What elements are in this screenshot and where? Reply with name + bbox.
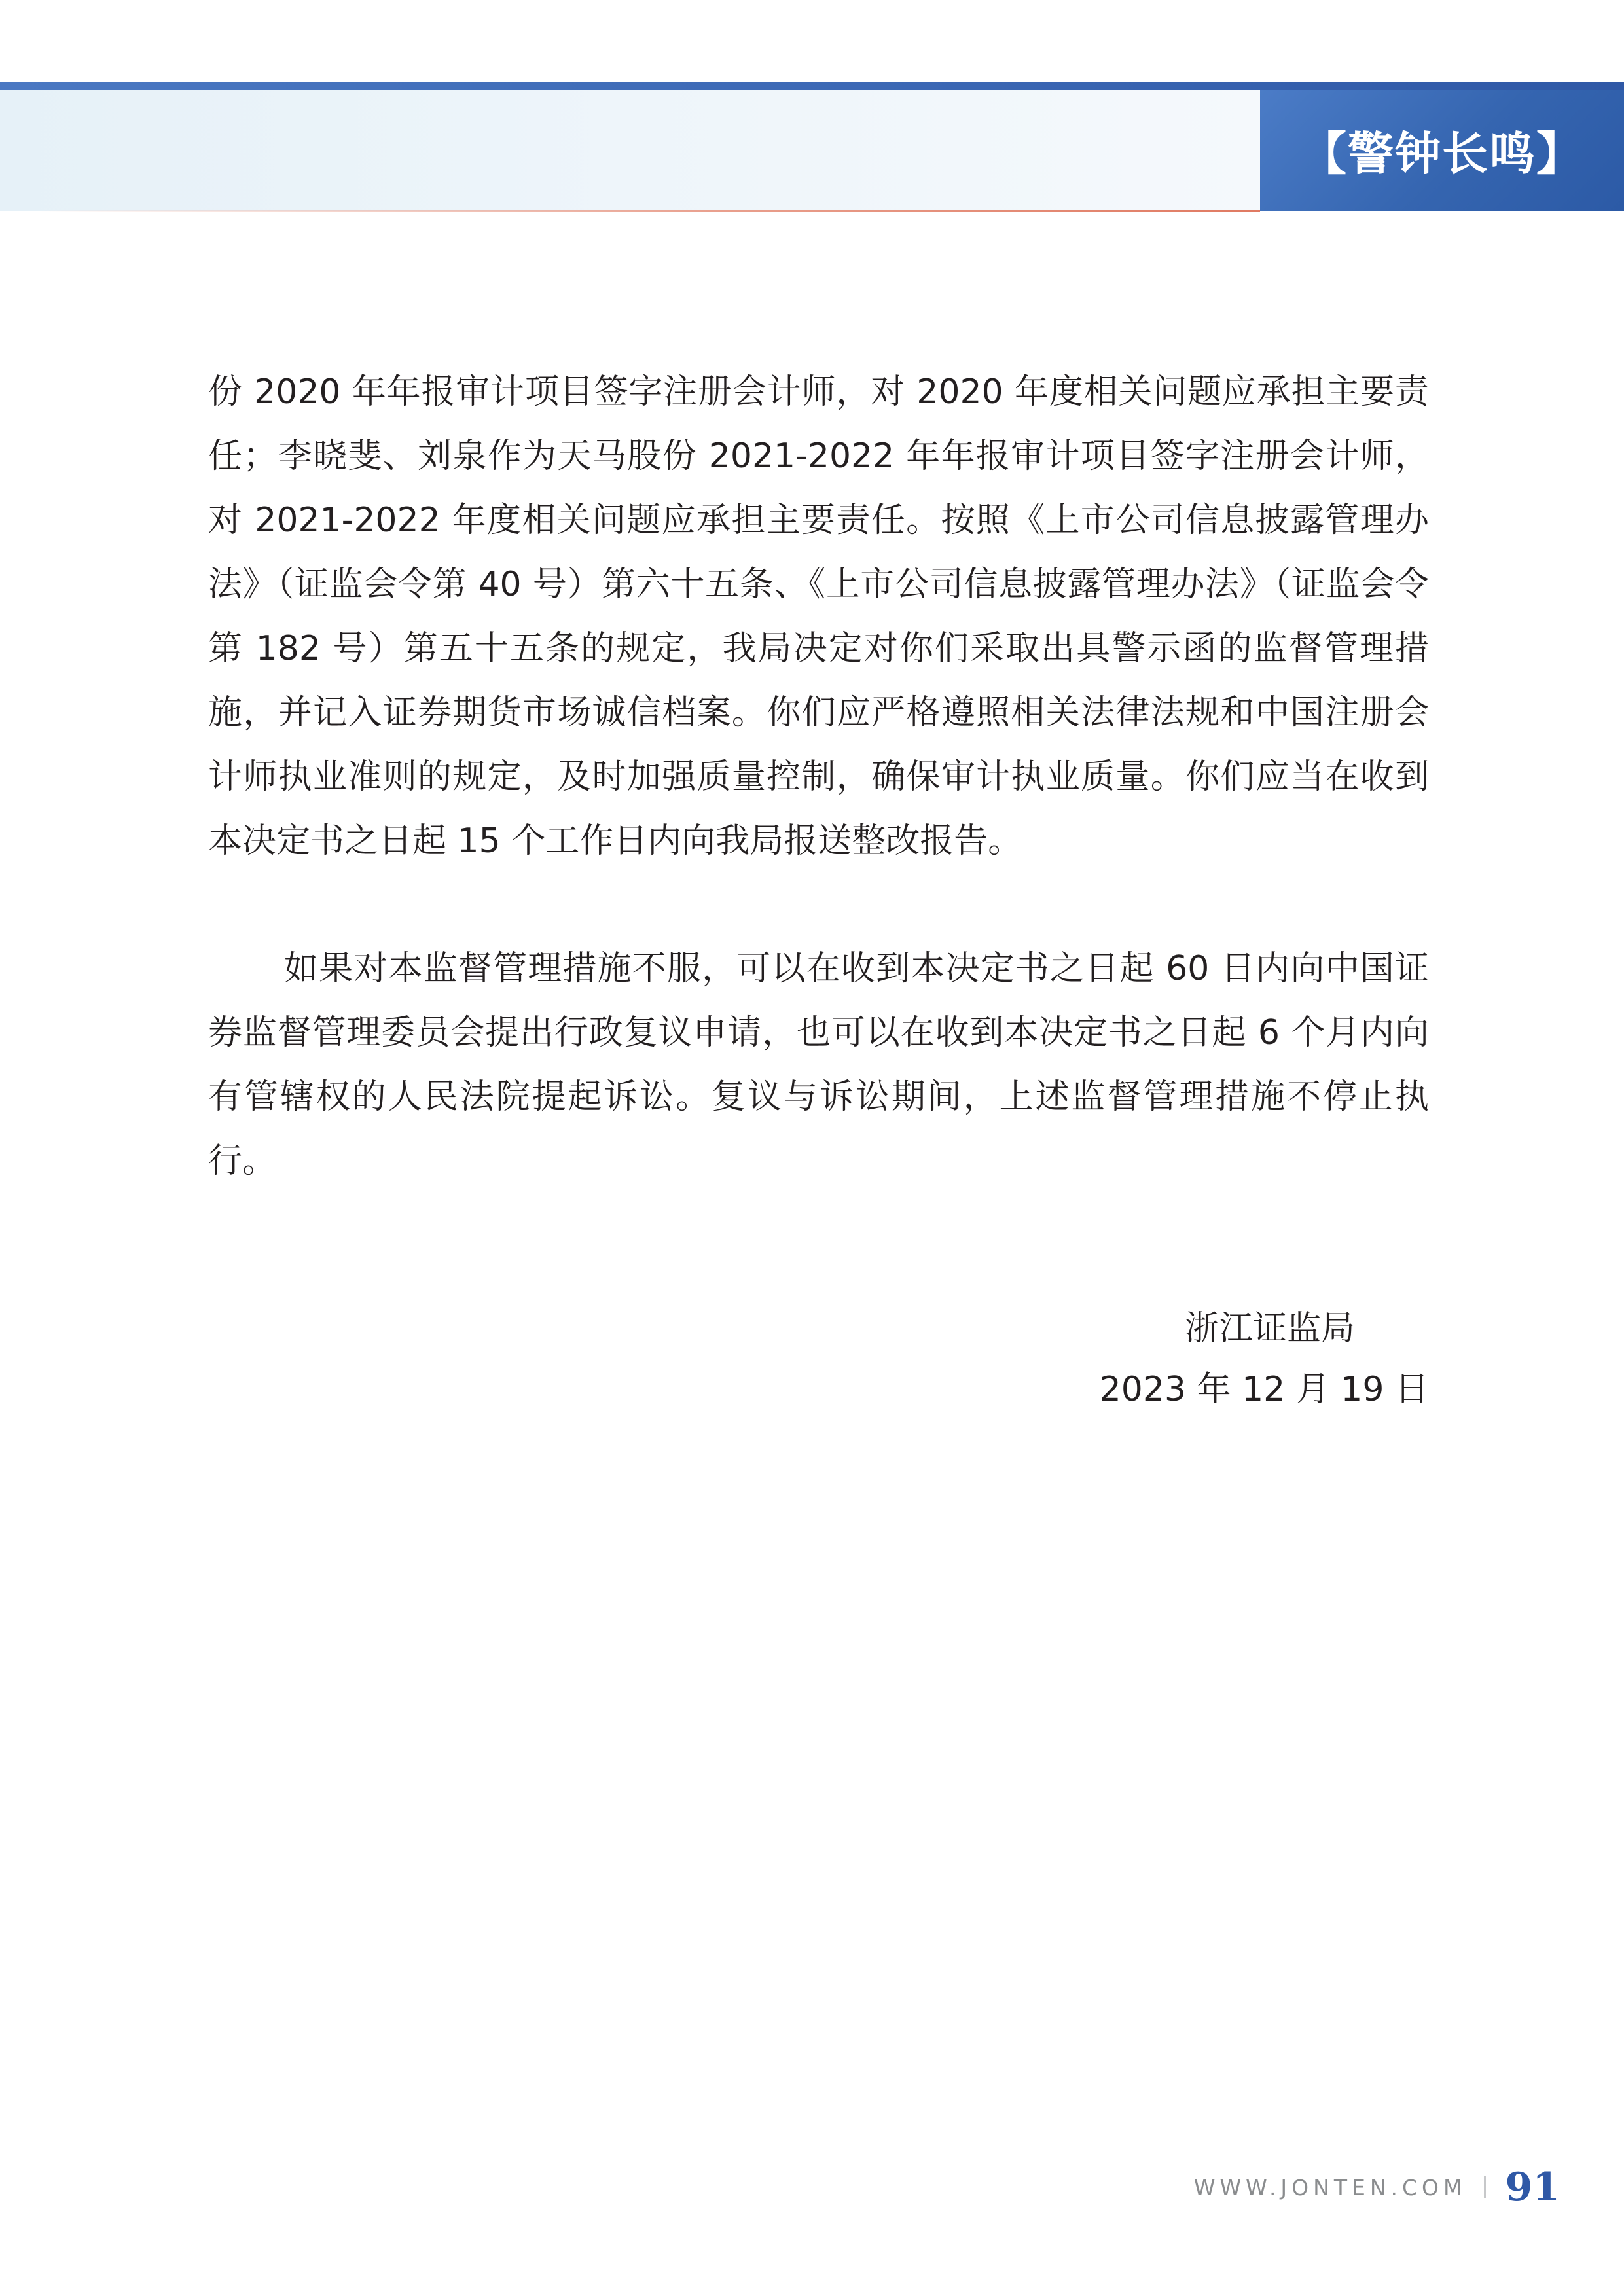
- issue-date: 2023 年 12 月 19 日: [1099, 1370, 1429, 1409]
- header-divider-line: [39, 210, 1260, 212]
- document-body: [208, 360, 1429, 1193]
- header-band: [0, 90, 1260, 211]
- page-header: [0, 0, 1624, 216]
- paragraph-decision: 份 2020 年年报审计项目签字注册会计师，对 2020 年度相关问题应承担主要责任；李晓斐、刘泉作为天马股份 2021-2022 年年报审计项目签字注册会计师，对 2021-2022 年度相关问题应承担主要责任。按照《上市公司信息披露管理办法》（证监会令第 40 号）第六十五条、《上市公司信息披露管理办法》（证监会令第 182 号）第五十五条的规定，我局决定对你们采取出具警示函的监督管理措施，并记入证券期货市场诚信档案。你们应严格遵照相关法律法规和中国注册会计师执业准则的规定，及时加强质量控制，确保审计执业质量。你们应当在收到本决定书之日起 15 个工作日内向我局报送整改报告。: [208, 372, 1429, 861]
- footer-website: WWW.JONTEN.COM: [1193, 2174, 1467, 2200]
- issuing-organization: 浙江证监局: [1185, 1309, 1356, 1348]
- paragraph-appeal: 如果对本监督管理措施不服，可以在收到本决定书之日起 60 日内向中国证券监督管理委员会提出行政复议申请，也可以在收到本决定书之日起 6 个月内向有管辖权的人民法院提起诉讼。复议与诉讼期间，上述监督管理措施不停止执行。: [208, 949, 1429, 1181]
- footer-separator: [1484, 2176, 1486, 2198]
- page-number: 91: [1505, 2164, 1560, 2210]
- page-footer: [1194, 2161, 1560, 2214]
- section-tag: 【警钟长鸣】: [1301, 126, 1583, 181]
- section-tag-box: [1260, 90, 1624, 211]
- header-top-rule: [0, 82, 1624, 90]
